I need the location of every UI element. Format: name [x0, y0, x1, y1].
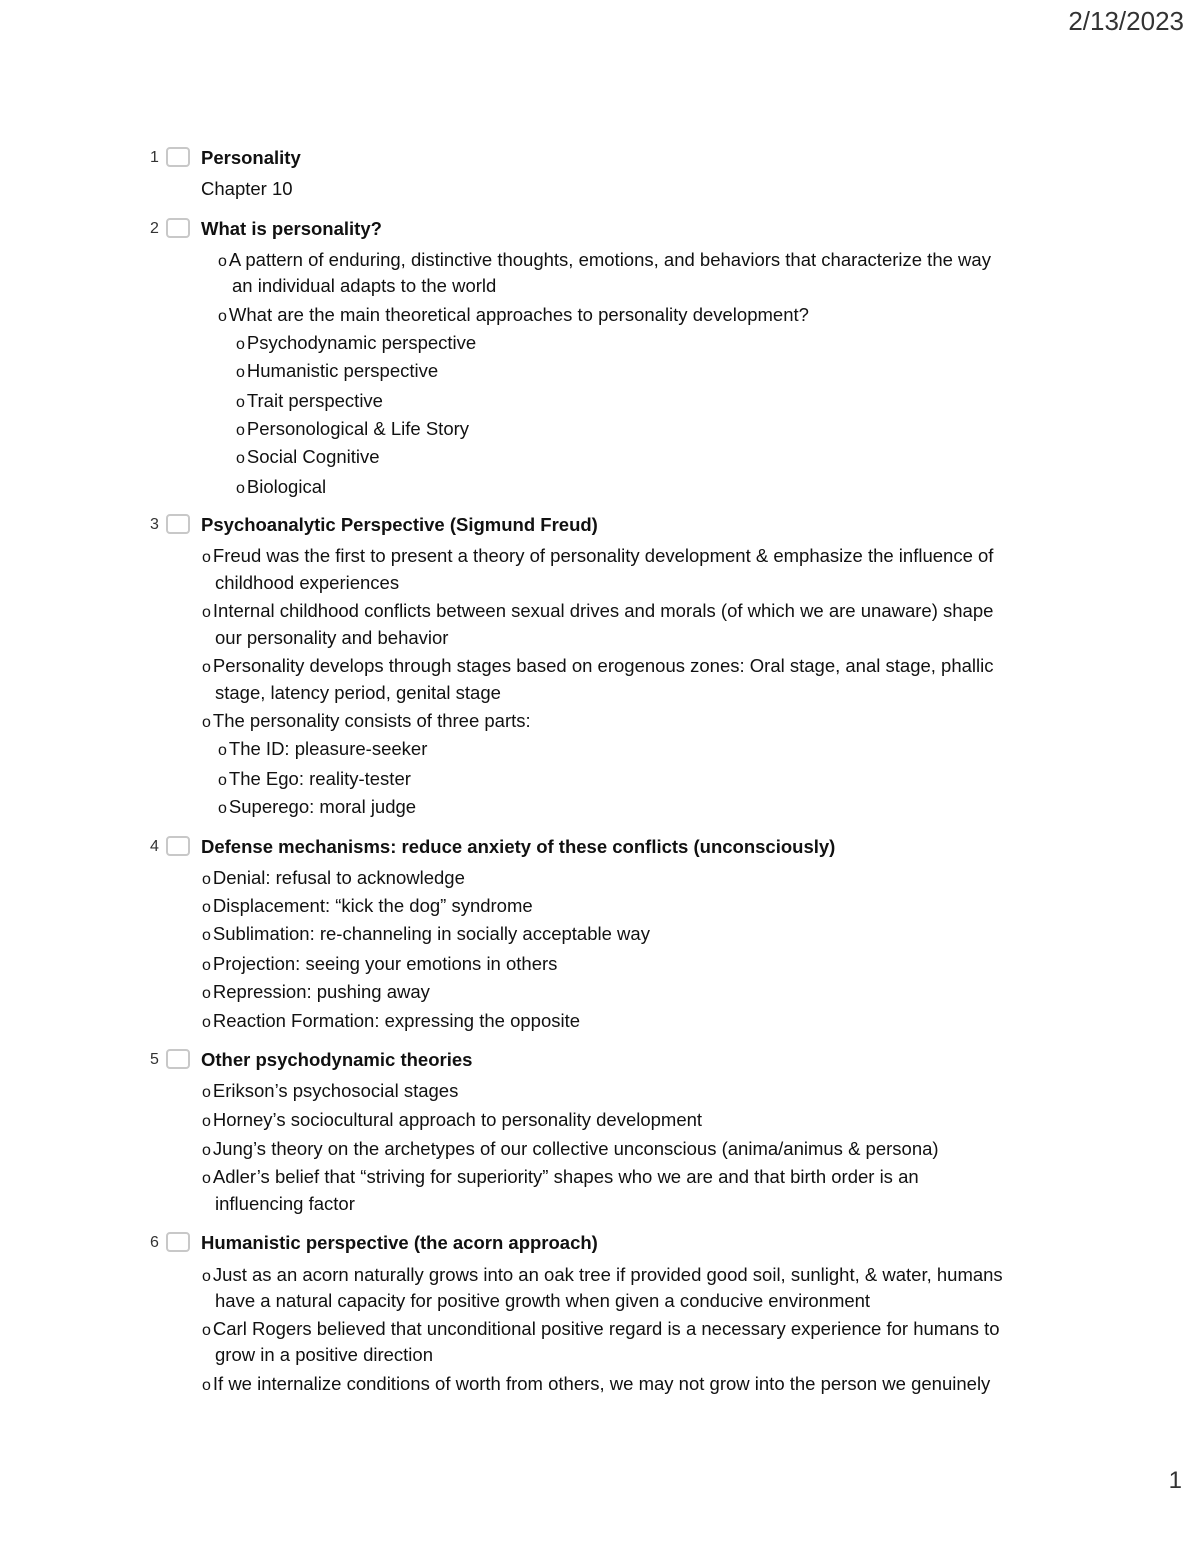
bullet-item: [202, 980, 430, 1006]
slide-title: Humanistic perspective (the acorn approach): [201, 1232, 598, 1253]
bullet-marker: o: [202, 659, 211, 676]
bullet-marker: o: [236, 394, 245, 411]
bullet-text: Superego: moral judge: [228, 796, 417, 817]
bullet-item: [202, 654, 994, 680]
bullet-marker: o: [236, 364, 245, 381]
bullet-continuation: stage, latency period, genital stage: [215, 682, 501, 703]
bullet-text: Repression: pushing away: [212, 981, 430, 1002]
bullet-marker: o: [202, 871, 211, 888]
bullet-marker: o: [202, 549, 211, 566]
bullet-text: A pattern of enduring, distinctive thoughts, emotions, and behaviors that characterize the way: [228, 249, 991, 270]
slide-number: 6: [150, 1234, 159, 1251]
bullet-marker: o: [202, 899, 211, 916]
bullet-text: Erikson’s psychosocial stages: [212, 1080, 459, 1101]
bullet-text: Displacement: “kick the dog” syndrome: [212, 895, 533, 916]
bullet-text: Reaction Formation: expressing the opposite: [212, 1010, 581, 1031]
bullet-marker: o: [202, 714, 211, 731]
bullet-marker: o: [202, 1322, 211, 1339]
bullet-text: Social Cognitive: [246, 446, 380, 467]
bullet-continuation: grow in a positive direction: [215, 1344, 433, 1365]
slide-thumbnail[interactable]: [166, 514, 190, 534]
bullet-marker: o: [218, 772, 227, 789]
bullet-item: [202, 1263, 1003, 1289]
bullet-continuation: influencing factor: [215, 1193, 355, 1214]
slide-thumbnail[interactable]: [166, 836, 190, 856]
bullet-text: Jung’s theory on the archetypes of our collective unconscious (anima/animus & persona): [212, 1138, 939, 1159]
bullet-text: Freud was the first to present a theory of personality development & emphasize the influence of: [212, 545, 994, 566]
bullet-continuation: childhood experiences: [215, 572, 400, 593]
slide-title: Other psychodynamic theories: [201, 1049, 473, 1070]
bullet-marker: o: [236, 480, 245, 497]
bullet-continuation: an individual adapts to the world: [232, 275, 497, 296]
bullet-marker: o: [218, 800, 227, 817]
bullet-marker: o: [218, 253, 227, 270]
bullet-marker: o: [202, 1268, 211, 1285]
bullet-marker: o: [236, 422, 245, 439]
sub-bullet-item: [236, 359, 438, 385]
slide-title: Personality: [201, 147, 301, 168]
bullet-marker: o: [202, 985, 211, 1002]
sub-bullet-item: [218, 737, 427, 763]
bullet-marker: o: [202, 1014, 211, 1031]
bullet-item: [202, 1372, 990, 1398]
slide-thumbnail[interactable]: [166, 1232, 190, 1252]
bullet-marker: o: [202, 1170, 211, 1187]
bullet-item: [202, 1009, 580, 1035]
bullet-item: [202, 1079, 458, 1105]
bullet-item: [202, 1165, 919, 1191]
slide-subtitle: Chapter 10: [201, 178, 293, 199]
slide-number: 4: [150, 838, 159, 855]
sub-bullet-item: [236, 417, 469, 443]
bullet-marker: o: [202, 604, 211, 621]
bullet-item: [202, 709, 531, 735]
bullet-text: Adler’s belief that “striving for superiority” shapes who we are and that birth order is an: [212, 1166, 919, 1187]
sub-bullet-item: [236, 475, 326, 501]
bullet-text: Denial: refusal to acknowledge: [212, 867, 465, 888]
bullet-text: Trait perspective: [246, 390, 383, 411]
slide-title: Psychoanalytic Perspective (Sigmund Freud): [201, 514, 598, 535]
bullet-text: What are the main theoretical approaches to personality development?: [228, 304, 809, 325]
bullet-item: [202, 894, 533, 920]
bullet-text: The personality consists of three parts:: [212, 710, 531, 731]
sub-bullet-item: [236, 389, 383, 415]
bullet-item: [202, 1137, 939, 1163]
bullet-text: The ID: pleasure-seeker: [228, 738, 428, 759]
bullet-text: Projection: seeing your emotions in others: [212, 953, 558, 974]
bullet-item: [202, 952, 557, 978]
slide-thumbnail[interactable]: [166, 147, 190, 167]
sub-bullet-item: [236, 331, 476, 357]
bullet-text: If we internalize conditions of worth from others, we may not grow into the person we genuinely: [212, 1373, 991, 1394]
bullet-marker: o: [218, 742, 227, 759]
page-number: 1: [1168, 1467, 1182, 1494]
bullet-text: Sublimation: re-channeling in socially acceptable way: [212, 923, 650, 944]
bullet-item: [202, 922, 650, 948]
bullet-marker: o: [202, 927, 211, 944]
slide-thumbnail[interactable]: [166, 218, 190, 238]
bullet-marker: o: [202, 1142, 211, 1159]
bullet-item: [202, 866, 465, 892]
slide-number: 1: [150, 149, 159, 166]
slide-thumbnail[interactable]: [166, 1049, 190, 1069]
slide-title: Defense mechanisms: reduce anxiety of these conflicts (unconsciously): [201, 836, 836, 857]
slide-title: What is personality?: [201, 218, 382, 239]
bullet-text: Just as an acorn naturally grows into an oak tree if provided good soil, sunlight, & water, humans: [212, 1264, 1003, 1285]
bullet-text: Horney’s sociocultural approach to personality development: [212, 1109, 703, 1130]
bullet-item: [202, 1317, 1000, 1343]
bullet-marker: o: [202, 1113, 211, 1130]
slide-number: 3: [150, 516, 159, 533]
bullet-marker: o: [236, 450, 245, 467]
sub-bullet-item: [236, 445, 380, 471]
bullet-text: Biological: [246, 476, 327, 497]
slide-number: 5: [150, 1051, 159, 1068]
bullet-marker: o: [236, 336, 245, 353]
bullet-item: [202, 1108, 702, 1134]
bullet-text: Psychodynamic perspective: [246, 332, 477, 353]
bullet-text: Internal childhood conflicts between sexual drives and morals (of which we are unaware) shape: [212, 600, 994, 621]
bullet-text: Humanistic perspective: [246, 360, 439, 381]
bullet-item: [218, 303, 809, 329]
bullet-continuation: have a natural capacity for positive growth when given a conducive environment: [215, 1290, 871, 1311]
bullet-text: Personality develops through stages based on erogenous zones: Oral stage, anal stage, phallic: [212, 655, 994, 676]
print-date: 2/13/2023: [1068, 6, 1184, 36]
bullet-continuation: our personality and behavior: [215, 627, 449, 648]
bullet-text: The Ego: reality-tester: [228, 768, 411, 789]
bullet-marker: o: [202, 1084, 211, 1101]
slide-number: 2: [150, 220, 159, 237]
bullet-marker: o: [202, 1377, 211, 1394]
sub-bullet-item: [218, 767, 411, 793]
sub-bullet-item: [218, 795, 416, 821]
bullet-marker: o: [202, 957, 211, 974]
bullet-item: [202, 599, 993, 625]
bullet-text: Personological & Life Story: [246, 418, 470, 439]
bullet-item: [202, 544, 993, 570]
bullet-text: Carl Rogers believed that unconditional positive regard is a necessary experience for humans to: [212, 1318, 1000, 1339]
bullet-marker: o: [218, 308, 227, 325]
bullet-item: [218, 248, 991, 274]
